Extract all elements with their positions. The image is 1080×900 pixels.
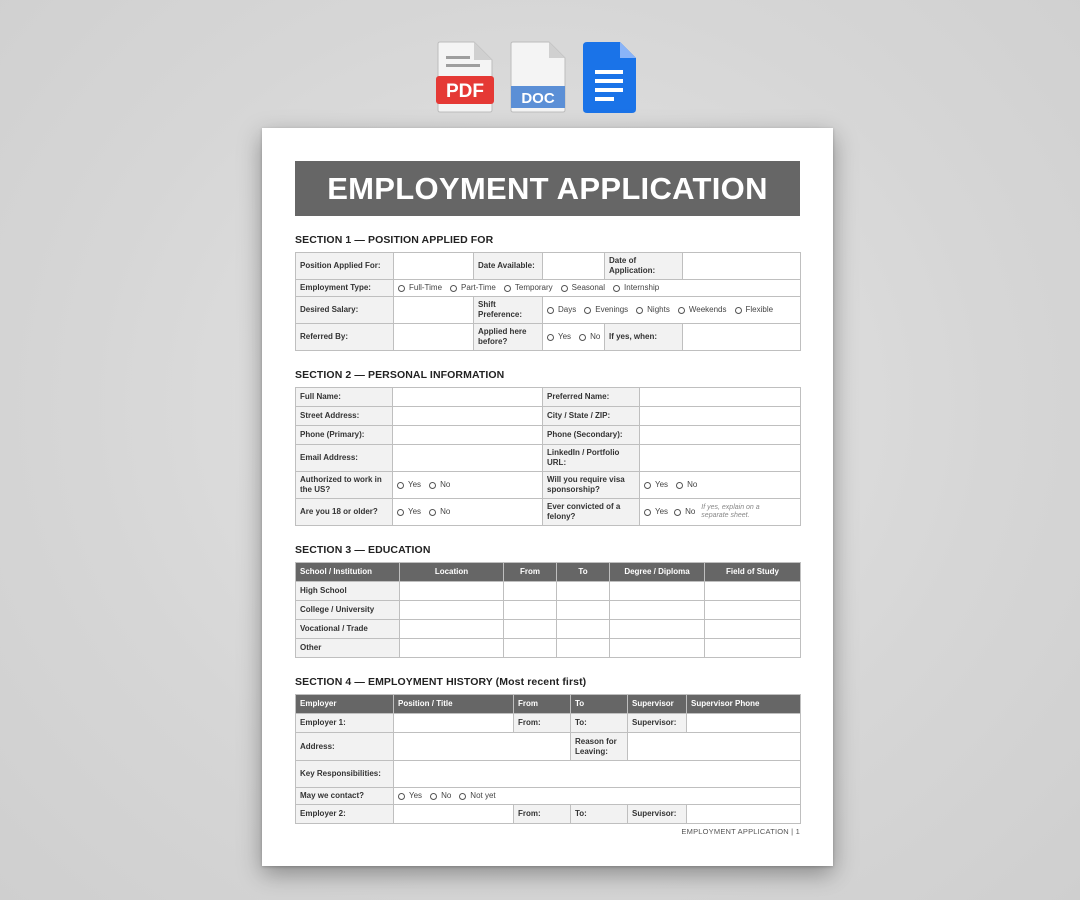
section2-heading: SECTION 2 — PERSONAL INFORMATION [295, 369, 505, 381]
education-col-from: From [504, 563, 557, 582]
pdf-icon[interactable] [436, 40, 494, 114]
education-row-label: College / University [296, 601, 400, 620]
full-name-field[interactable] [393, 388, 543, 407]
radio-icon [678, 307, 685, 314]
employment-type-internship[interactable]: Internship [613, 283, 659, 293]
visa-no[interactable]: No [676, 480, 697, 490]
education-cell[interactable] [610, 582, 705, 601]
radio-icon [613, 285, 620, 292]
age18-no[interactable]: No [429, 507, 450, 517]
employment-type-seasonal[interactable]: Seasonal [561, 283, 605, 293]
employment-history-table [295, 694, 801, 824]
applied-before-yes[interactable]: Yes [547, 332, 571, 342]
doc-icon[interactable] [509, 40, 567, 114]
authorized-yes[interactable]: Yes [397, 480, 421, 490]
may-we-contact-options [394, 788, 801, 805]
section3-heading: SECTION 3 — EDUCATION [295, 544, 431, 556]
education-cell[interactable] [504, 601, 557, 620]
employer1-supervisor-label: Supervisor: [628, 714, 687, 733]
email-label: Email Address: [296, 445, 393, 472]
section1-table [295, 252, 801, 351]
felony-label: Ever convicted of a felony? [543, 499, 640, 526]
radio-icon [397, 509, 404, 516]
employer2-label: Employer 2: [296, 805, 394, 824]
date-of-application-field[interactable] [683, 253, 801, 280]
education-cell[interactable] [400, 601, 504, 620]
education-cell[interactable] [705, 582, 801, 601]
if-yes-when-label: If yes, when: [605, 324, 683, 351]
position-label: Position Applied For: [296, 253, 394, 280]
education-row-label: High School [296, 582, 400, 601]
radio-icon [561, 285, 568, 292]
education-col-degree: Degree / Diploma [610, 563, 705, 582]
employer2-supervisor-field[interactable] [687, 805, 801, 824]
employer1-from-label: From: [514, 714, 571, 733]
history-col-position: Position / Title [394, 695, 514, 714]
history-col-employer: Employer [296, 695, 394, 714]
radio-icon [430, 793, 437, 800]
radio-icon [398, 793, 405, 800]
education-cell[interactable] [610, 620, 705, 639]
reason-leaving-field[interactable] [628, 733, 801, 761]
education-cell[interactable] [504, 582, 557, 601]
education-row-label: Vocational / Trade [296, 620, 400, 639]
applied-before-label: Applied here before? [474, 324, 543, 351]
employer1-label: Employer 1: [296, 714, 394, 733]
education-cell[interactable] [504, 639, 557, 658]
education-col-school: School / Institution [296, 563, 400, 582]
may-we-contact-label: May we contact? [296, 788, 394, 805]
age18-yes[interactable]: Yes [397, 507, 421, 517]
shift-flexible[interactable]: Flexible [735, 305, 774, 315]
radio-icon [636, 307, 643, 314]
education-col-location: Location [400, 563, 504, 582]
date-available-label: Date Available: [474, 253, 543, 280]
radio-icon [429, 482, 436, 489]
contact-yes[interactable]: Yes [398, 791, 422, 801]
address-field[interactable] [394, 733, 571, 761]
section2-table [295, 387, 801, 526]
education-cell[interactable] [400, 582, 504, 601]
preferred-name-field[interactable] [640, 388, 801, 407]
employer2-to-label: To: [571, 805, 628, 824]
shift-preference-label: Shift Preference: [474, 297, 543, 324]
education-cell[interactable] [557, 639, 610, 658]
key-responsibilities-label: Key Responsibilities: [296, 761, 394, 788]
employment-type-label: Employment Type: [296, 280, 394, 297]
education-col-field: Field of Study [705, 563, 801, 582]
radio-icon [579, 334, 586, 341]
radio-icon [547, 307, 554, 314]
history-col-from: From [514, 695, 571, 714]
employment-type-options [394, 280, 801, 297]
education-cell[interactable] [557, 620, 610, 639]
radio-icon [644, 509, 651, 516]
visa-yes[interactable]: Yes [644, 480, 668, 490]
radio-icon [735, 307, 742, 314]
felony-no[interactable]: No [674, 507, 695, 517]
radio-icon [584, 307, 591, 314]
shift-evenings[interactable]: Evenings [584, 305, 628, 315]
education-cell[interactable] [557, 582, 610, 601]
pdf-label: PDF [446, 81, 484, 102]
radio-icon [429, 509, 436, 516]
contact-not-yet[interactable]: Not yet [459, 791, 495, 801]
linkedin-label: LinkedIn / Portfolio URL: [543, 445, 640, 472]
visa-label: Will you require visa sponsorship? [543, 472, 640, 499]
education-row-high-school [296, 582, 801, 601]
desired-salary-field[interactable] [394, 297, 474, 324]
section4-heading: SECTION 4 — EMPLOYMENT HISTORY (Most recent first) [295, 676, 587, 688]
reason-leaving-label: Reason for Leaving: [571, 733, 628, 761]
felony-note: If yes, explain on a separate sheet. [701, 504, 760, 519]
education-col-to: To [557, 563, 610, 582]
page-title: EMPLOYMENT APPLICATION [295, 161, 800, 216]
education-row-college [296, 601, 801, 620]
page-footer: EMPLOYMENT APPLICATION | 1 [681, 827, 800, 836]
history-col-supervisor: Supervisor [628, 695, 687, 714]
doc-label: DOC [521, 90, 555, 107]
phone-primary-field[interactable] [393, 426, 543, 445]
position-field[interactable] [394, 253, 474, 280]
employment-type-temporary[interactable]: Temporary [504, 283, 553, 293]
shift-options [543, 297, 801, 324]
if-yes-when-field[interactable] [683, 324, 801, 351]
application-page [262, 128, 833, 866]
authorized-options [393, 472, 543, 499]
street-address-field[interactable] [393, 407, 543, 426]
applied-before-options [543, 324, 605, 351]
google-docs-icon[interactable] [582, 40, 640, 114]
education-cell[interactable] [557, 601, 610, 620]
employment-type-parttime[interactable]: Part-Time [450, 283, 496, 293]
date-of-application-label: Date of Application: [605, 253, 683, 280]
education-table [295, 562, 801, 658]
education-cell[interactable] [705, 639, 801, 658]
education-cell[interactable] [705, 620, 801, 639]
authorized-no[interactable]: No [429, 480, 450, 490]
history-col-supervisor-phone: Supervisor Phone [687, 695, 801, 714]
radio-icon [547, 334, 554, 341]
employer1-position-field[interactable] [394, 714, 514, 733]
contact-no[interactable]: No [430, 791, 451, 801]
radio-icon [676, 482, 683, 489]
education-row-other [296, 639, 801, 658]
authorized-label: Authorized to work in the US? [296, 472, 393, 499]
date-available-field[interactable] [543, 253, 605, 280]
phone-secondary-field[interactable] [640, 426, 801, 445]
preferred-name-label: Preferred Name: [543, 388, 640, 407]
shift-days[interactable]: Days [547, 305, 576, 315]
shift-nights[interactable]: Nights [636, 305, 670, 315]
education-cell[interactable] [705, 601, 801, 620]
education-cell[interactable] [504, 620, 557, 639]
age18-options [393, 499, 543, 526]
employer1-to-label: To: [571, 714, 628, 733]
linkedin-field[interactable] [640, 445, 801, 472]
education-cell[interactable] [610, 601, 705, 620]
section1-heading: SECTION 1 — POSITION APPLIED FOR [295, 234, 494, 246]
format-icons [0, 40, 1080, 116]
employer2-position-field[interactable] [394, 805, 514, 824]
education-cell[interactable] [610, 639, 705, 658]
phone-secondary-label: Phone (Secondary): [543, 426, 640, 445]
applied-before-no[interactable]: No [579, 332, 600, 342]
street-address-label: Street Address: [296, 407, 393, 426]
key-responsibilities-field[interactable] [394, 761, 801, 788]
employer2-supervisor-label: Supervisor: [628, 805, 687, 824]
phone-primary-label: Phone (Primary): [296, 426, 393, 445]
radio-icon [397, 482, 404, 489]
employer1-supervisor-field[interactable] [687, 714, 801, 733]
city-state-zip-field[interactable] [640, 407, 801, 426]
radio-icon [450, 285, 457, 292]
age18-label: Are you 18 or older? [296, 499, 393, 526]
employment-type-fulltime[interactable]: Full-Time [398, 283, 442, 293]
desired-salary-label: Desired Salary: [296, 297, 394, 324]
radio-icon [459, 793, 466, 800]
email-field[interactable] [393, 445, 543, 472]
radio-icon [674, 509, 681, 516]
referred-by-label: Referred By: [296, 324, 394, 351]
address-label: Address: [296, 733, 394, 761]
radio-icon [504, 285, 511, 292]
visa-options [640, 472, 801, 499]
employer2-from-label: From: [514, 805, 571, 824]
education-row-label: Other [296, 639, 400, 658]
history-col-to: To [571, 695, 628, 714]
education-cell[interactable] [400, 620, 504, 639]
felony-yes[interactable]: Yes [644, 507, 668, 517]
full-name-label: Full Name: [296, 388, 393, 407]
radio-icon [398, 285, 405, 292]
education-cell[interactable] [400, 639, 504, 658]
radio-icon [644, 482, 651, 489]
felony-options [640, 499, 801, 526]
referred-by-field[interactable] [394, 324, 474, 351]
shift-weekends[interactable]: Weekends [678, 305, 727, 315]
education-row-vocational [296, 620, 801, 639]
city-state-zip-label: City / State / ZIP: [543, 407, 640, 426]
